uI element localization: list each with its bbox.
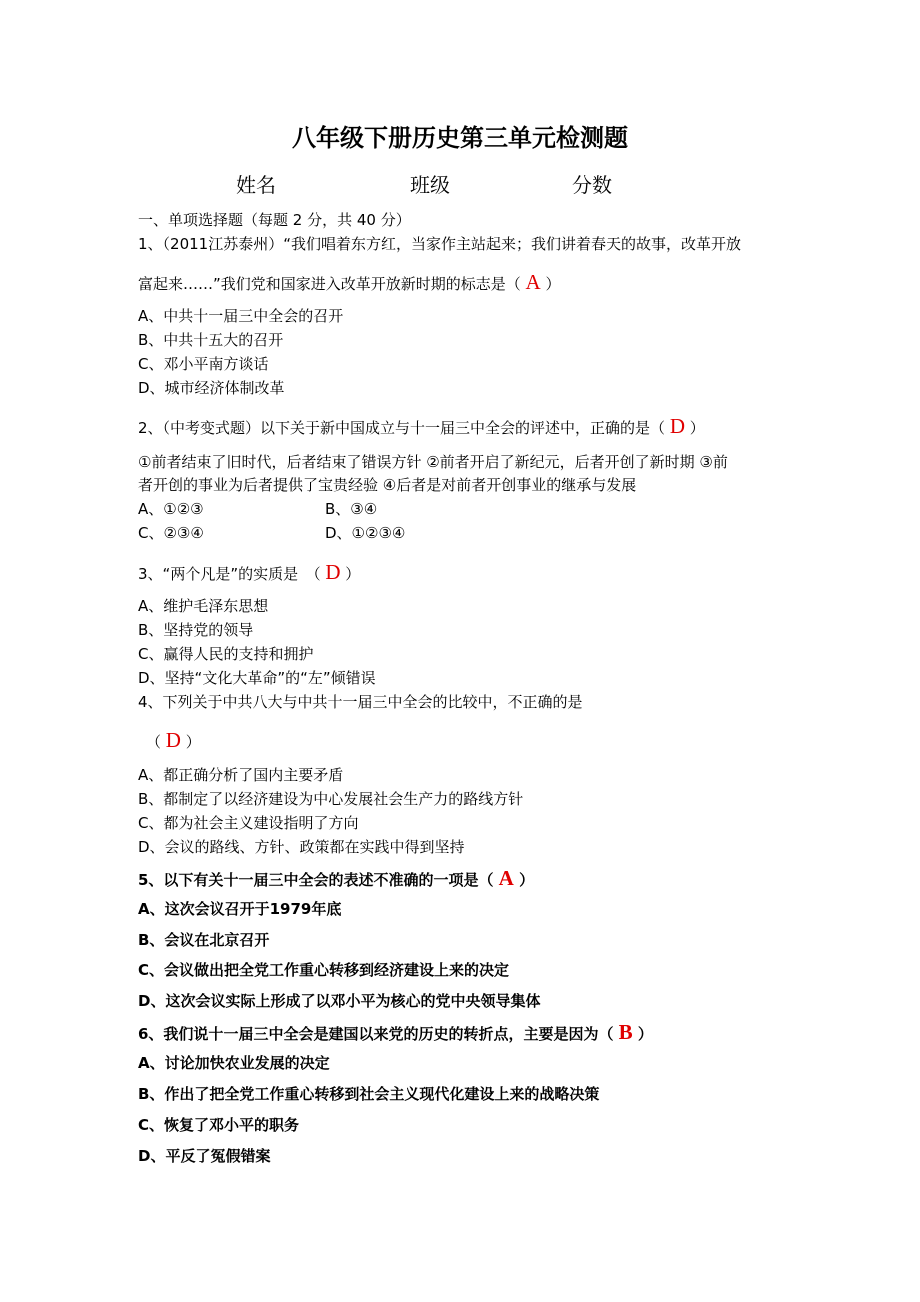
question-4-option-b: B、都制定了以经济建设为中心发展社会生产力的路线方针 [138, 790, 524, 808]
question-3-option-c: C、赢得人民的支持和拥护 [138, 645, 314, 663]
question-1-text: 富起来……”我们党和国家进入改革开放新时期的标志是（ [138, 275, 526, 293]
question-4-stem: 4、下列关于中共八大与中共十一届三中全会的比较中，不正确的是 [138, 693, 583, 711]
question-2-option-b: B、③④ [325, 500, 378, 518]
question-2-option-a: A、①②③ [138, 500, 204, 518]
score-label: 分数 [572, 173, 612, 197]
question-2-answer: D [669, 414, 685, 438]
question-2-text: 2、（中考变式题）以下关于新中国成立与十一届三中全会的评述中，正确的是（ [138, 419, 670, 437]
question-3-stem [138, 562, 360, 584]
question-1-option-c: C、邓小平南方谈话 [138, 355, 269, 373]
question-5-stem [138, 868, 534, 890]
question-3-paren: ） [340, 565, 361, 583]
question-6-paren: ） [632, 1025, 653, 1043]
name-label: 姓名 [236, 173, 276, 197]
page-title: 八年级下册历史第三单元检测题 [292, 124, 628, 152]
question-3-text: 3、“两个凡是”的实质是 （ [138, 565, 326, 583]
question-4-option-c: C、都为社会主义建设指明了方向 [138, 814, 359, 832]
question-2-option-c: C、②③④ [138, 524, 204, 542]
question-4-option-a: A、都正确分析了国内主要矛盾 [138, 766, 344, 784]
section-heading: 一、单项选择题（每题 2 分，共 40 分） [138, 211, 411, 229]
question-6-option-a: A、讨论加快农业发展的决定 [138, 1054, 330, 1072]
question-4-paren: ） [180, 733, 201, 751]
question-4-stem-cont [146, 730, 201, 752]
question-1-stem: 1、（2011江苏泰州）“我们唱着东方红，当家作主站起来；我们讲着春天的故事，改革开放 [138, 235, 741, 253]
question-3-option-d: D、坚持“文化大革命”的“左”倾错误 [138, 669, 376, 687]
question-4-option-d: D、会议的路线、方针、政策都在实践中得到坚持 [138, 838, 465, 856]
question-5-option-c: C、会议做出把全党工作重心转移到经济建设上来的决定 [138, 961, 510, 979]
question-6-text: 6、我们说十一届三中全会是建国以来党的历史的转折点，主要是因为（ [138, 1025, 619, 1043]
question-5-text: 5、以下有关十一届三中全会的表述不准确的一项是（ [138, 871, 499, 889]
question-1-stem-cont [138, 272, 561, 294]
question-5-option-b: B、会议在北京召开 [138, 931, 270, 949]
question-2-statement-line-1: ①前者结束了旧时代，后者结束了错误方针 ②前者开启了新纪元，后者开创了新时期 ③前 [138, 453, 728, 471]
question-6-option-d: D、平反了冤假错案 [138, 1147, 271, 1165]
question-2-stem [138, 416, 705, 438]
question-6-stem [138, 1022, 653, 1044]
question-5-option-d: D、这次会议实际上形成了以邓小平为核心的党中央领导集体 [138, 992, 541, 1010]
question-1-option-a: A、中共十一届三中全会的召开 [138, 307, 344, 325]
class-label: 班级 [410, 173, 450, 197]
question-3-option-a: A、维护毛泽东思想 [138, 597, 269, 615]
question-2-paren: ） [685, 419, 705, 437]
question-5-paren: ） [513, 871, 535, 889]
question-6-option-b: B、作出了把全党工作重心转移到社会主义现代化建设上来的战略决策 [138, 1085, 600, 1103]
question-2-statement-line-2: 者开创的事业为后者提供了宝贵经验 ④后者是对前者开创事业的继承与发展 [138, 476, 637, 494]
question-1-answer: A [525, 270, 541, 294]
question-4-text: （ [146, 733, 166, 751]
question-3-answer: D [325, 560, 341, 584]
question-5-answer: A [498, 866, 514, 890]
question-1-paren: ） [540, 275, 561, 293]
question-5-option-a: A、这次会议召开于1979年底 [138, 900, 342, 918]
question-3-option-b: B、坚持党的领导 [138, 621, 254, 639]
question-1-option-b: B、中共十五大的召开 [138, 331, 284, 349]
question-6-option-c: C、恢复了邓小平的职务 [138, 1116, 300, 1134]
question-6-answer: B [618, 1020, 633, 1044]
question-2-option-d: D、①②③④ [325, 524, 406, 542]
question-4-answer: D [165, 728, 181, 752]
question-1-option-d: D、城市经济体制改革 [138, 379, 285, 397]
